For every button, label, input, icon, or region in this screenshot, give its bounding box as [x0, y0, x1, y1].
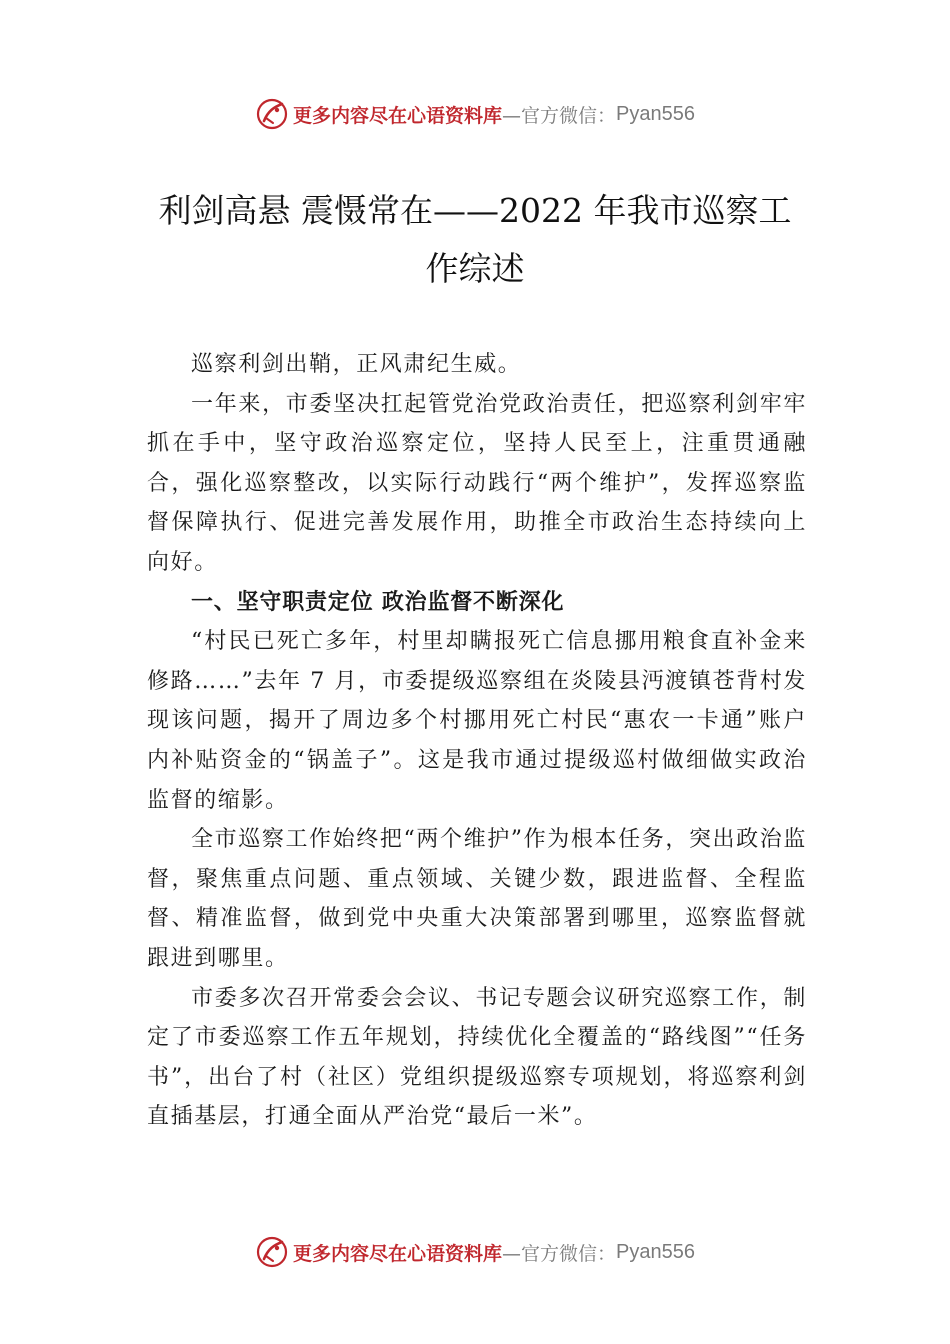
watermark-banner-bottom	[0, 1232, 950, 1272]
section-heading-1: 一、坚守职责定位 政治监督不断深化	[191, 589, 565, 615]
document-title: 利剑高悬 震慑常在——2022 年我市巡察工作综述	[158, 191, 792, 288]
watermark-wechat-id: Pyan556	[616, 102, 695, 125]
paragraph-political-supervision: 全市巡察工作始终把“两个维护”作为根本任务，突出政治监督，聚焦重点问题、重点领域、关键少数，跟进监督、全程监督、精准监督，做到党中央重大决策部署到哪里，巡察监督就跟进到哪里。	[147, 827, 807, 971]
paragraph-case: “村民已死亡多年，村里却瞒报死亡信息挪用粮食直补金来修路……”去年 7 月，市委提级巡察组在炎陵县沔渡镇苍背村发现该问题，揭开了周边多个村挪用死亡村民“惠农一卡通”账户内补贴资金的“锅盖子”。这是我市通过提级巡村做细做实政治监督的缩影。	[147, 629, 807, 813]
paragraph-intro: 巡察利剑出鞘，正风肃纪生威。	[191, 352, 522, 377]
watermark-brand-text: 更多内容尽在心语资料库	[293, 1242, 503, 1265]
document-body	[147, 345, 807, 1137]
watermark-label-text: —官方微信：	[502, 104, 617, 127]
watermark-banner-top	[0, 94, 950, 134]
watermark-brand-text: 更多内容尽在心语资料库	[293, 104, 503, 127]
paragraph-committee-meetings: 市委多次召开常委会会议、书记专题会议研究巡察工作，制定了市委巡察工作五年规划，持续优化全覆盖的“路线图”“任务书”，出台了村（社区）党组织提级巡察专项规划，将巡察利剑直插基层，打通全面从严治党“最后一米”。	[147, 985, 807, 1130]
watermark-wechat-id: Pyan556	[616, 1240, 695, 1263]
paragraph-overview: 一年来，市委坚决扛起管党治党政治责任，把巡察利剑牢牢抓在手中，坚守政治巡察定位，坚持人民至上，注重贯通融合，强化巡察整改，以实际行动践行“两个维护”，发挥巡察监督保障执行、促进完善发展作用，助推全市政治生态持续向上向好。	[147, 391, 807, 575]
watermark-label-text: —官方微信：	[502, 1242, 617, 1265]
watermark-logo-icon	[255, 1235, 289, 1269]
watermark-logo-icon	[255, 97, 289, 131]
